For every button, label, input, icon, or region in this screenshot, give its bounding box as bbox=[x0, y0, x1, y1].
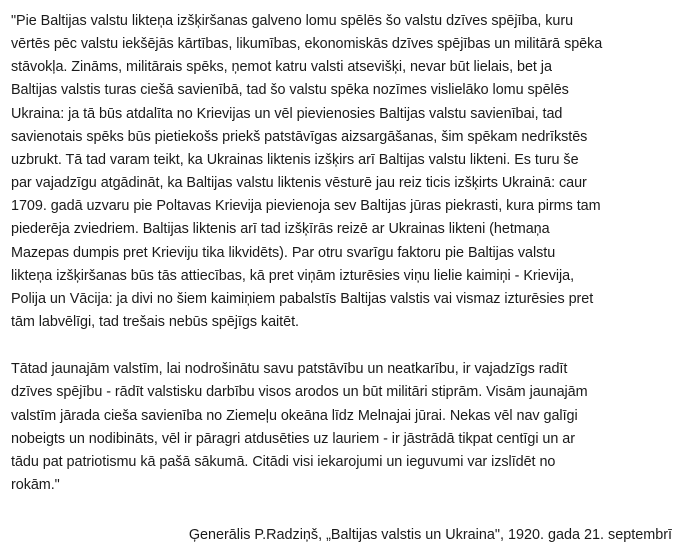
quote-paragraph-2: Tātad jaunajām valstīm, lai nodrošinātu savu patstāvību un neatkarību, ir vajadzīgs radīt dzīves spējību - rādīt valstisku darbību visos arodos un būt militāri stiprām. Visām jaunajām valstīm jārada cieša savienība no Ziemeļu okeāna līdz Melnajai jūrai. Nekas vēl nav galīgi nobeigts un nodibināts, vēl ir pāragri atdusēties uz lauriem - ir jāstrādā tikpat centīgi un ar tādu pat patriotismu kā pašā sākumā. Citādi visi iekarojumi un ieguvumi var izslīdēt no rokām." bbox=[11, 361, 588, 493]
document-body bbox=[11, 10, 675, 497]
quote-paragraph-1: "Pie Baltijas valstu likteņa izšķiršanas galveno lomu spēlēs šo valstu dzīves spējība, kuru vērtēs pēc valstu iekšējās kārtības, likumības, ekonomiskās dzīves spējības un militārā spēka stāvokļa. Zināms, militārais spēks, ņemot katru valsti atsevišķi, nevar būt lielais, bet ja Baltijas valstis turas ciešā savienībā, tad šo valstu spēka nozīmes vislielāko lomu spēlēs Ukraina: ja tā būs atdalīta no Krievijas un vēl pievienosies Baltijas valstu savienībai, tad savienotais spēks būs pietiekošs priekš patstāvīgas aizsargāšanas, šim spēkam nedrīkstēs uzbrukt. Tā tad varam teikt, ka Ukrainas liktenis izšķirs arī Baltijas valstu likteni. Es turu še par vajadzīgu atgādināt, ka Baltijas valstu liktenis vēsturē jau reiz ticis izšķirts Ukrainā: caur 1709. gadā uzvaru pie Poltavas Krievija pievienoja sev Baltijas jūras piekrasti, kura pirms tam piederēja zviedriem. Baltijas liktenis arī tad izšķīrās reizē ar Ukrainas likteni (hetmaņa Mazepas dumpis pret Krieviju tika likvidēts). Par otru svarīgu faktoru pie Baltijas valstu likteņa izšķiršanas būs tās attiecības, kā pret viņām izturēsies viņu lielie kaimiņi - Krievija, Polija un Vācija: ja divi no šiem kaimiņiem pabalstīs Baltijas valstis vai vismaz izturēsies pret tām labvēlīgi, tad trešais nebūs spējīgs kaitēt. bbox=[11, 13, 603, 331]
citation: Ģenerālis P.Radziņš, „Baltijas valstis un Ukraina", 1920. gada 21. septembrī bbox=[188, 527, 672, 543]
